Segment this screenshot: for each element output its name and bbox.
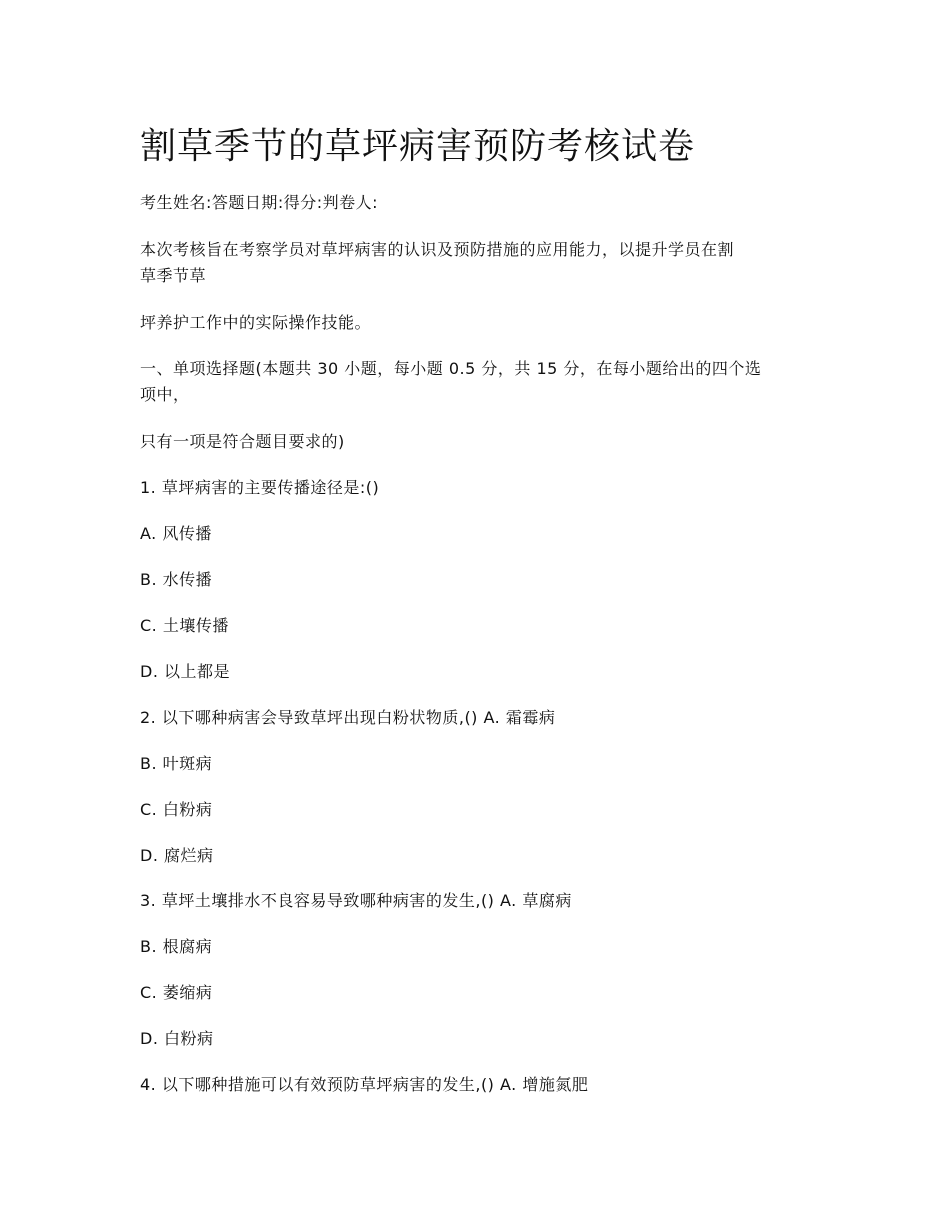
page-title: 割草季节的草坪病害预防考核试卷: [140, 126, 696, 167]
exam-info-line: 考生姓名:答题日期:得分:判卷人:: [140, 193, 379, 212]
question-1-stem: 1. 草坪病害的主要传播途径是:(): [140, 478, 380, 497]
question-3-option-c: C. 萎缩病: [140, 983, 213, 1002]
question-1-option-a: A. 风传播: [140, 524, 212, 543]
intro-line-2: 草季节草: [140, 266, 207, 285]
question-4-stem: 4. 以下哪种措施可以有效预防草坪病害的发生,() A. 增施氮肥: [140, 1075, 589, 1094]
question-1-option-c: C. 土壤传播: [140, 616, 229, 635]
question-1-option-d: D. 以上都是: [140, 662, 230, 681]
question-2-stem: 2. 以下哪种病害会导致草坪出现白粉状物质,() A. 霜霉病: [140, 708, 556, 727]
question-3-option-b: B. 根腐病: [140, 937, 213, 956]
question-2-option-c: C. 白粉病: [140, 800, 213, 819]
section-heading-line-2: 项中，: [140, 385, 190, 404]
section-heading-line-1: 一、单项选择题(本题共 30 小题，每小题 0.5 分，共 15 分，在每小题给出的四个选: [140, 359, 762, 378]
question-1-option-b: B. 水传播: [140, 570, 213, 589]
intro-line-3: 坪养护工作中的实际操作技能。: [140, 313, 372, 332]
intro-line-1: 本次考核旨在考察学员对草坪病害的认识及预防措施的应用能力，以提升学员在割: [140, 240, 735, 259]
question-2-option-d: D. 腐烂病: [140, 846, 214, 865]
question-3-option-d: D. 白粉病: [140, 1029, 214, 1048]
question-2-option-b: B. 叶斑病: [140, 754, 213, 773]
question-3-stem: 3. 草坪土壤排水不良容易导致哪种病害的发生,() A. 草腐病: [140, 891, 572, 910]
section-heading-line-3: 只有一项是符合题目要求的): [140, 432, 345, 451]
